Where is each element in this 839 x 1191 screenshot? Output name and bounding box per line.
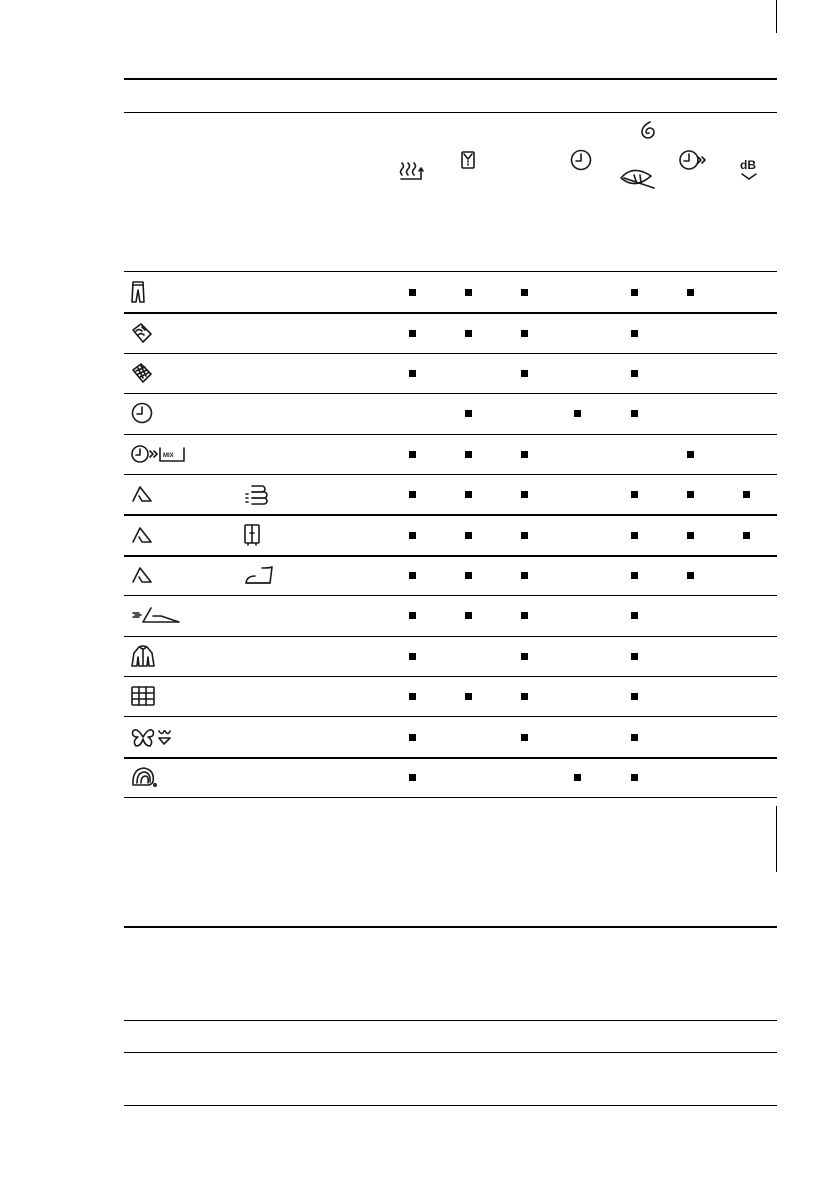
option-available-mark [409,491,416,498]
row-rule [124,312,777,314]
option-available-mark [409,653,416,660]
option-available-mark [521,289,528,296]
option-available-mark [631,653,638,660]
option-available-mark [521,491,528,498]
steam-triangle-icon [131,566,153,584]
option-available-mark [409,734,416,741]
option-available-mark [687,451,694,458]
option-available-mark [631,370,638,377]
option-available-mark [687,532,694,539]
row-rule [124,474,777,475]
option-available-mark [687,572,694,579]
svg-text:MIX: MIX [163,452,174,459]
cotton-eco-icon [131,322,153,344]
option-available-mark [521,612,528,619]
synthetics-icon [131,362,153,384]
row-rule [124,595,777,596]
wool-icon [131,766,165,788]
table-top-rule [124,78,777,80]
steam-triangle-icon [131,526,153,544]
quick-mix-icon [131,444,187,464]
option-available-mark [465,693,472,700]
second-table-bottom-rule [124,1105,777,1106]
option-available-mark [521,653,528,660]
time-save-icon [679,149,709,171]
option-available-mark [465,572,472,579]
option-available-mark [574,774,581,781]
option-available-mark [631,289,638,296]
option-available-mark [521,693,528,700]
iron-icon [244,565,276,585]
low-noise-icon [738,158,762,184]
option-available-mark [574,410,581,417]
row-rule [124,716,777,717]
row-rule [124,434,777,435]
delicates-icon [131,727,175,747]
option-available-mark [521,734,528,741]
option-available-mark [631,734,638,741]
option-available-mark [465,612,472,619]
option-available-mark [409,693,416,700]
page-edge-line-lower [776,806,777,872]
option-available-mark [409,370,416,377]
row-rule [124,757,777,759]
shirt-icon [461,151,475,169]
option-available-mark [521,330,528,337]
option-available-mark [631,491,638,498]
table-options-rule [124,271,777,272]
option-available-mark [631,612,638,619]
option-available-mark [631,572,638,579]
second-table-top-rule [124,926,777,928]
db-label: dB [740,158,756,172]
option-available-mark [409,289,416,296]
option-available-mark [409,330,416,337]
option-available-mark [521,451,528,458]
option-available-mark [409,451,416,458]
options-table [124,0,777,800]
option-available-mark [687,289,694,296]
outdoor-jacket-icon [131,645,155,667]
jeans-icon [131,281,145,303]
option-available-mark [521,572,528,579]
easy-iron-icon [131,605,183,625]
timer-icon [131,402,153,424]
row-rule [124,797,777,798]
option-available-mark [409,572,416,579]
stack-icon [244,483,270,505]
second-table [124,924,777,1109]
table-header-rule [124,112,777,113]
row-rule [124,514,777,516]
option-available-mark [743,491,750,498]
row-rule [124,393,777,394]
second-table-rule-1 [124,1020,777,1021]
option-available-mark [409,532,416,539]
option-available-mark [687,491,694,498]
option-available-mark [631,410,638,417]
steam-triangle-icon [131,485,153,503]
option-available-mark [465,491,472,498]
option-available-mark [631,330,638,337]
row-rule [124,636,777,637]
option-available-mark [743,532,750,539]
spin-icon [640,121,658,141]
option-available-mark [631,693,638,700]
wardrobe-icon [244,524,260,546]
time-icon [570,149,592,171]
row-rule [124,555,777,557]
option-available-mark [521,532,528,539]
option-available-mark [465,289,472,296]
extra-rinse-icon [400,160,426,182]
second-table-rule-2 [124,1052,777,1053]
row-rule [124,353,777,354]
option-available-mark [631,532,638,539]
option-available-mark [465,451,472,458]
duvet-icon [131,686,155,706]
option-available-mark [465,532,472,539]
option-available-mark [521,370,528,377]
row-rule [124,676,777,677]
option-available-mark [631,774,638,781]
option-available-mark [465,410,472,417]
option-available-mark [409,774,416,781]
option-available-mark [409,612,416,619]
eco-leaf-icon [618,164,656,190]
option-available-mark [465,330,472,337]
